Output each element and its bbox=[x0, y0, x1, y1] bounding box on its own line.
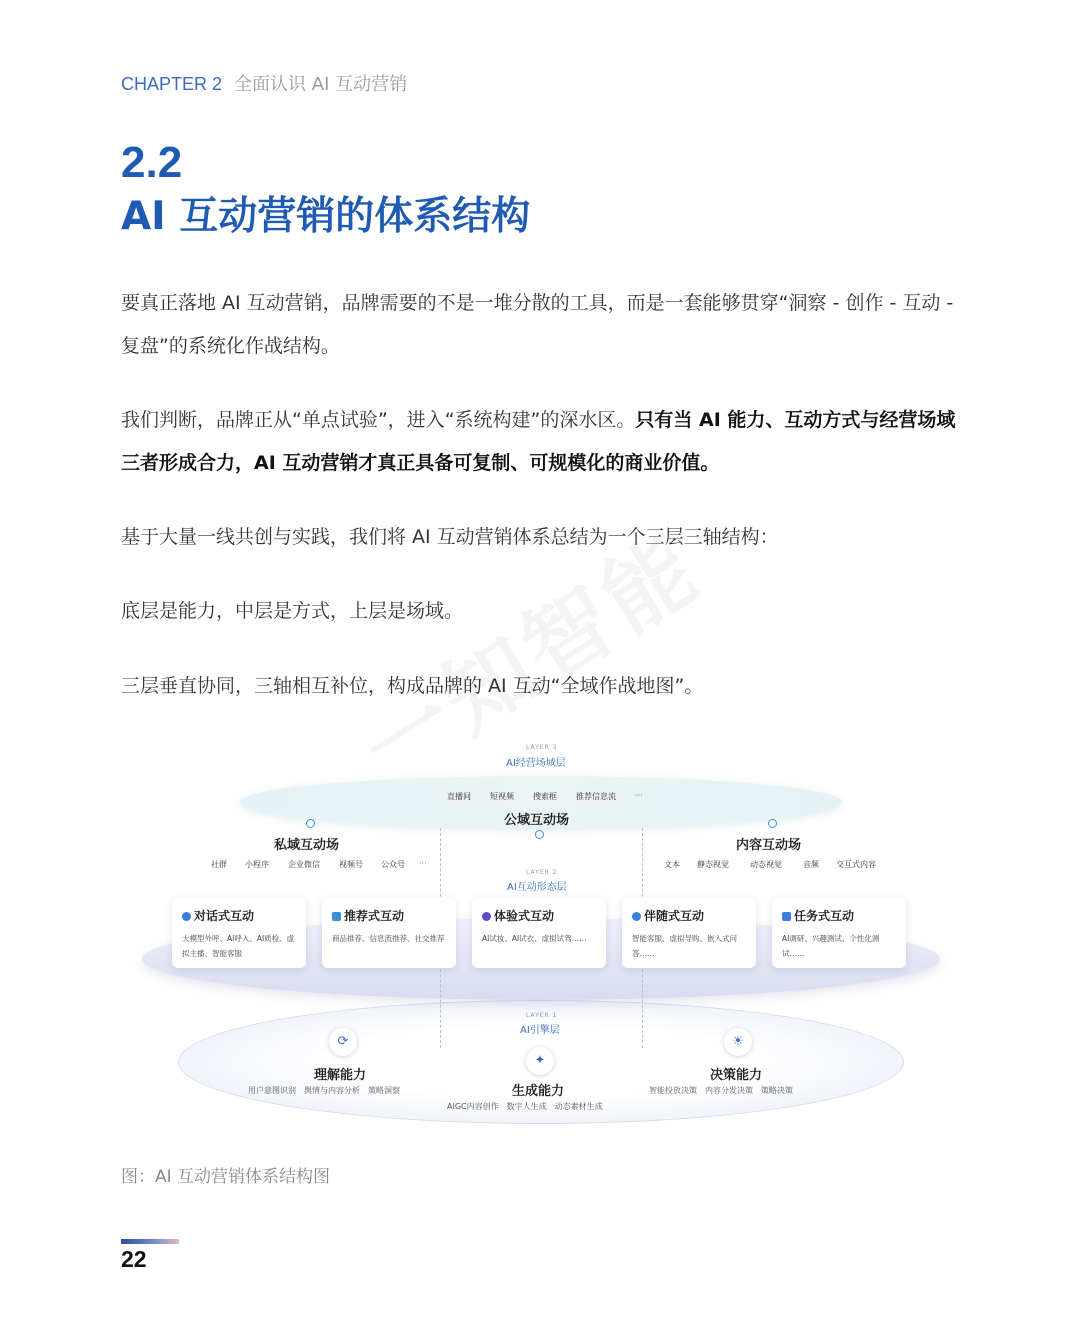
mode-card bbox=[472, 898, 606, 968]
mode-card-desc: 商品推荐、信息流推荐、社交推荐 bbox=[332, 934, 445, 943]
mode-card bbox=[172, 898, 306, 968]
mode-card-title bbox=[482, 907, 554, 924]
paragraph-5: 三层垂直协同，三轴相互补位，构成品牌的 AI 互动“全域作战地图”。 bbox=[121, 675, 704, 697]
mode-card-title bbox=[782, 907, 854, 924]
node-dot bbox=[768, 819, 777, 828]
content-channel: 文本 bbox=[664, 860, 680, 869]
mode-card-title-text: 伴随式互动 bbox=[644, 909, 705, 923]
section-number: 2.2 bbox=[121, 138, 183, 187]
chapter-label: CHAPTER 2 bbox=[121, 74, 223, 94]
public-channel-more: ··· bbox=[635, 791, 643, 800]
understand-icon: ⟳ bbox=[329, 1028, 357, 1056]
paragraph-4: 底层是能力，中层是方式，上层是场域。 bbox=[121, 600, 464, 622]
chapter-title: 全面认识 AI 互动营销 bbox=[234, 74, 408, 95]
mode-card-title-text: 对话式互动 bbox=[194, 909, 255, 923]
node-dot bbox=[306, 819, 315, 828]
figure-caption: 图：AI 互动营销体系结构图 bbox=[121, 1167, 331, 1187]
recommend-icon bbox=[332, 912, 341, 921]
content-field-name: 内容互动场 bbox=[736, 838, 802, 853]
chat-icon bbox=[182, 912, 191, 921]
content-channel: 静态视觉 bbox=[697, 860, 729, 869]
mode-card bbox=[772, 898, 906, 968]
layer2-tag: LAYER 2 bbox=[526, 869, 558, 876]
mode-card-title bbox=[632, 907, 704, 924]
section-title: AI 互动营销的体系结构 bbox=[121, 194, 531, 239]
generate-icon: ✦ bbox=[526, 1047, 554, 1075]
private-channel: 小程序 bbox=[245, 860, 269, 869]
experience-icon bbox=[482, 912, 491, 921]
private-channel: 企业微信 bbox=[288, 860, 320, 869]
mode-card-title-text: 推荐式互动 bbox=[344, 909, 405, 923]
mode-card bbox=[622, 898, 756, 968]
page-number-bar bbox=[121, 1239, 179, 1244]
paragraph-1: 要真正落地 AI 互动营销，品牌需要的不是一堆分散的工具，而是一套能够贯穿“洞察 - 创作 - 互动 - 复盘”的系统化作战结构。 bbox=[121, 292, 954, 357]
public-channel: 短视频 bbox=[487, 790, 517, 803]
layer3-tag: LAYER 3 bbox=[526, 744, 558, 751]
public-channel: 直播间 bbox=[444, 790, 474, 803]
task-icon bbox=[782, 912, 791, 921]
capability-name: 决策能力 bbox=[710, 1068, 763, 1083]
mode-card bbox=[322, 898, 456, 968]
architecture-diagram bbox=[130, 738, 950, 1128]
chapter-header bbox=[121, 70, 407, 96]
paragraph-2 bbox=[121, 399, 971, 485]
mode-card-desc: 大模型外呼、AI呼入、AI质检、虚拟主播、智能客服 bbox=[182, 934, 295, 958]
layer2-name: AI互动形态层 bbox=[507, 882, 567, 893]
mode-card-title-text: 体验式互动 bbox=[494, 909, 555, 923]
paragraph-3: 基于大量一线共创与实践，我们将 AI 互动营销体系总结为一个三层三轴结构： bbox=[121, 526, 779, 548]
layer1-tag: LAYER 1 bbox=[526, 1012, 558, 1019]
content-channel: 动态视觉 bbox=[750, 860, 782, 869]
private-channel: 社群 bbox=[211, 860, 227, 869]
companion-icon bbox=[632, 912, 641, 921]
paragraph-2-bold: 只有当 AI 能力、互动方式与经营场域三者形成合力，AI 互动营销才真正具备可复制、可规模化的商业价值。 bbox=[121, 409, 956, 474]
mode-card-desc: AI调研、兴趣测试、个性化测试…… bbox=[782, 934, 880, 958]
node-dot bbox=[535, 830, 544, 839]
capability-name: 生成能力 bbox=[512, 1084, 565, 1099]
public-field-name: 公域互动场 bbox=[504, 813, 570, 828]
layer3-name: AI经营场域层 bbox=[506, 758, 566, 769]
private-field-name: 私域互动场 bbox=[274, 838, 340, 853]
private-channel-more: ··· bbox=[419, 859, 427, 868]
page-number: 22 bbox=[121, 1246, 147, 1272]
capability-sub: 用户意图识别 舆情与内容分析 策略洞察 bbox=[248, 1086, 400, 1095]
capability-sub: 智能投放决策 内容分发决策 策略决策 bbox=[649, 1086, 793, 1095]
capability-sub: AIGC内容创作 数字人生成 动态素材生成 bbox=[447, 1102, 603, 1111]
paragraph-2-plain: 我们判断，品牌正从“单点试验”，进入“系统构建”的深水区。 bbox=[121, 409, 636, 431]
capability-name: 理解能力 bbox=[314, 1068, 367, 1083]
private-channel: 公众号 bbox=[381, 860, 405, 869]
public-channel: 推荐信息流 bbox=[573, 790, 619, 803]
mode-card-title-text: 任务式互动 bbox=[794, 909, 855, 923]
content-channel: 交互式内容 bbox=[836, 860, 876, 869]
decision-icon: ☀ bbox=[724, 1028, 752, 1056]
public-channel: 搜索框 bbox=[530, 790, 560, 803]
content-channel: 音频 bbox=[803, 860, 819, 869]
private-channel: 视频号 bbox=[339, 860, 363, 869]
layer1-name: AI引擎层 bbox=[520, 1025, 560, 1036]
mode-card-title bbox=[182, 907, 254, 924]
mode-card-desc: AI试妆、AI试衣、虚拟试驾…… bbox=[482, 934, 587, 943]
mode-card-desc: 智能客服、虚拟导购、嵌入式问答…… bbox=[632, 934, 737, 958]
mode-card-title bbox=[332, 907, 404, 924]
